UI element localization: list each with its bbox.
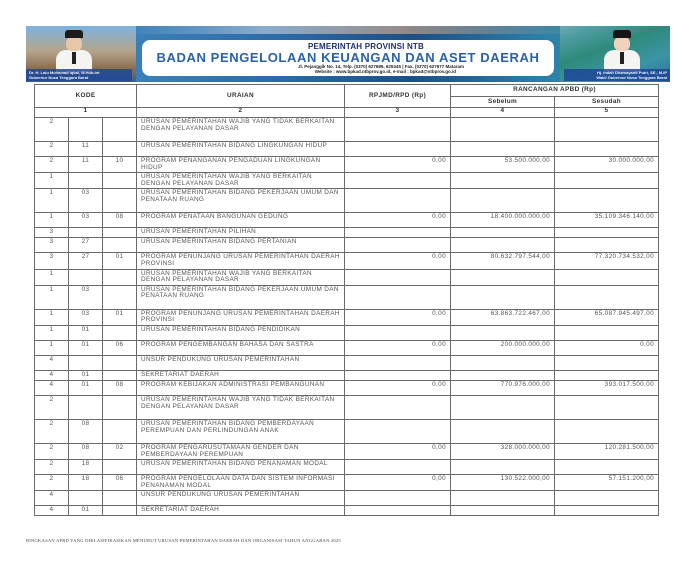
kode-urusan: 3 (35, 228, 69, 238)
kode-program: 08 (103, 380, 137, 395)
kode-bidang: 03 (69, 285, 103, 309)
sebelum-cell (451, 238, 555, 253)
column-number-2: 2 (137, 108, 345, 118)
rpjmd-cell: 0,00 (345, 443, 451, 459)
sebelum-cell (451, 506, 555, 516)
uraian-cell: URUSAN PEMERINTAHAN BIDANG LINGKUNGAN HIDUP (137, 142, 345, 157)
kode-urusan: 1 (35, 213, 69, 228)
uraian-cell: URUSAN PEMERINTAHAN BIDANG PERTANIAN (137, 238, 345, 253)
kode-bidang: 11 (69, 142, 103, 157)
kode-program (103, 325, 137, 340)
rpjmd-cell: 0,00 (345, 475, 451, 491)
table-row (35, 173, 659, 189)
kode-program (103, 142, 137, 157)
sesudah-cell: 393.017.500,00 (555, 380, 659, 395)
kode-program: 01 (103, 309, 137, 325)
kode-urusan: 2 (35, 443, 69, 459)
kode-bidang: 27 (69, 253, 103, 269)
kode-urusan: 3 (35, 253, 69, 269)
table-row (35, 370, 659, 380)
banner-decoration (126, 26, 586, 34)
sesudah-cell (555, 506, 659, 516)
table-row (35, 419, 659, 443)
header-banner (26, 26, 670, 82)
sebelum-cell (451, 285, 555, 309)
sesudah-cell (555, 189, 659, 213)
header-kode: KODE (35, 85, 137, 108)
kode-urusan: 4 (35, 491, 69, 506)
uraian-cell: PROGRAM PENUNJANG URUSAN PEMERINTAHAN DAERAH PROVINSI (137, 309, 345, 325)
kode-urusan: 2 (35, 395, 69, 419)
table-row (35, 380, 659, 395)
sebelum-cell: 53.500.000,00 (451, 157, 555, 173)
rpjmd-cell (345, 173, 451, 189)
agency-website: Website : www.bpkad.ntbprov.go.id, e-mail : bpkad@ntbprov.go.id (314, 69, 456, 74)
uraian-cell: PROGRAM KEBIJAKAN ADMINISTRASI PEMBANGUNAN (137, 380, 345, 395)
agency-name: BADAN PENGELOLAAN KEUANGAN DAN ASET DAERAH (156, 50, 540, 65)
kode-program (103, 460, 137, 475)
uraian-cell: URUSAN PEMERINTAHAN WAJIB YANG BERKAITAN DENGAN PELAYANAN DASAR (137, 173, 345, 189)
kode-program (103, 491, 137, 506)
table-row (35, 228, 659, 238)
sebelum-cell (451, 269, 555, 285)
vice-governor-caption (564, 69, 670, 81)
table-row (35, 118, 659, 142)
sebelum-cell: 80.632.797.544,00 (451, 253, 555, 269)
kode-bidang (69, 491, 103, 506)
kode-bidang (69, 269, 103, 285)
governor-name: Dr. H. Lalu Muhamad Iqbal, M.Hub.Int (29, 70, 100, 75)
kode-bidang: 01 (69, 370, 103, 380)
kode-urusan: 1 (35, 340, 69, 355)
sesudah-cell (555, 491, 659, 506)
rpjmd-cell: 0,00 (345, 380, 451, 395)
sesudah-cell (555, 395, 659, 419)
kode-program: 01 (103, 253, 137, 269)
uraian-cell: URUSAN PEMERINTAHAN BIDANG PENANAMAN MODAL (137, 460, 345, 475)
table-row (35, 475, 659, 491)
kode-bidang: 18 (69, 475, 103, 491)
sesudah-cell: 0,00 (555, 340, 659, 355)
kode-bidang: 08 (69, 443, 103, 459)
uraian-cell: PROGRAM PENANGANAN PENGADUAN LINGKUNGAN HIDUP (137, 157, 345, 173)
table-row (35, 189, 659, 213)
sebelum-cell (451, 395, 555, 419)
table-row (35, 506, 659, 516)
governor-portrait (54, 28, 94, 72)
uraian-cell: URUSAN PEMERINTAHAN BIDANG PEKERJAAN UMUM DAN PENATAAN RUANG (137, 285, 345, 309)
kode-program (103, 355, 137, 370)
sesudah-cell (555, 118, 659, 142)
kode-bidang: 08 (69, 419, 103, 443)
sesudah-cell: 57.151.200,00 (555, 475, 659, 491)
agency-title-box (142, 40, 554, 76)
government-title: PEMERINTAH PROVINSI NTB (307, 42, 424, 51)
kode-urusan: 2 (35, 157, 69, 173)
kode-program (103, 118, 137, 142)
kode-program (103, 285, 137, 309)
kode-urusan: 2 (35, 460, 69, 475)
sesudah-cell (555, 228, 659, 238)
sebelum-cell: 328.000.000,00 (451, 443, 555, 459)
sesudah-cell: 77.320.734.532,00 (555, 253, 659, 269)
kode-urusan: 1 (35, 325, 69, 340)
kode-urusan: 4 (35, 370, 69, 380)
sebelum-cell (451, 189, 555, 213)
rpjmd-cell (345, 370, 451, 380)
sebelum-cell (451, 118, 555, 142)
rpjmd-cell: 0,00 (345, 157, 451, 173)
uraian-cell: SEKRETARIAT DAERAH (137, 506, 345, 516)
kode-bidang (69, 228, 103, 238)
kode-bidang: 27 (69, 238, 103, 253)
table-body (35, 118, 659, 516)
sebelum-cell: 18.400.000.000,00 (451, 213, 555, 228)
table-row (35, 325, 659, 340)
table-row (35, 269, 659, 285)
sebelum-cell (451, 460, 555, 475)
rpjmd-cell (345, 238, 451, 253)
rpjmd-cell (345, 142, 451, 157)
uraian-cell: URUSAN PEMERINTAHAN WAJIB YANG TIDAK BERKAITAN DENGAN PELAYANAN DASAR (137, 395, 345, 419)
uraian-cell: UNSUR PENDUKUNG URUSAN PEMERINTAHAN (137, 491, 345, 506)
uraian-cell: URUSAN PEMERINTAHAN WAJIB YANG BERKAITAN DENGAN PELAYANAN DASAR (137, 269, 345, 285)
column-number-5: 5 (555, 108, 659, 118)
rpjmd-cell: 0,00 (345, 253, 451, 269)
kode-bidang: 18 (69, 460, 103, 475)
kode-program: 10 (103, 157, 137, 173)
uraian-cell: PROGRAM PENATAAN BANGUNAN GEDUNG (137, 213, 345, 228)
rpjmd-cell (345, 269, 451, 285)
kode-program (103, 173, 137, 189)
kode-program: 02 (103, 443, 137, 459)
sesudah-cell (555, 285, 659, 309)
kode-program (103, 506, 137, 516)
table-row (35, 355, 659, 370)
sebelum-cell (451, 419, 555, 443)
kode-program (103, 419, 137, 443)
kode-program: 08 (103, 213, 137, 228)
kode-program: 06 (103, 340, 137, 355)
kode-bidang (69, 395, 103, 419)
table-row (35, 142, 659, 157)
rpjmd-cell (345, 395, 451, 419)
kode-program (103, 269, 137, 285)
table-row (35, 395, 659, 419)
rpjmd-cell (345, 285, 451, 309)
sesudah-cell (555, 325, 659, 340)
sebelum-cell: 130.522.000,00 (451, 475, 555, 491)
kode-bidang (69, 173, 103, 189)
kode-bidang (69, 118, 103, 142)
sesudah-cell: 65.087.945.497,00 (555, 309, 659, 325)
kode-urusan: 1 (35, 309, 69, 325)
kode-bidang: 01 (69, 506, 103, 516)
governor-caption (26, 69, 132, 81)
apbd-table (34, 84, 659, 516)
column-number-1: 1 (35, 108, 137, 118)
rpjmd-cell (345, 118, 451, 142)
kode-bidang: 11 (69, 157, 103, 173)
kode-urusan: 1 (35, 173, 69, 189)
sebelum-cell (451, 142, 555, 157)
uraian-cell: PROGRAM PENGELOLAAN DATA DAN SISTEM INFORMASI PENANAMAN MODAL (137, 475, 345, 491)
uraian-cell: PROGRAM PENGARUSUTAMAAN GENDER DAN PEMBERDAYAAN PEREMPUAN (137, 443, 345, 459)
column-number-4: 4 (451, 108, 555, 118)
sesudah-cell: 35.109.346.140,00 (555, 213, 659, 228)
sesudah-cell: 30.000.000,00 (555, 157, 659, 173)
kode-urusan: 4 (35, 355, 69, 370)
rpjmd-cell: 0,00 (345, 309, 451, 325)
table-row (35, 285, 659, 309)
kode-urusan: 3 (35, 238, 69, 253)
rpjmd-cell: 0,00 (345, 213, 451, 228)
uraian-cell: URUSAN PEMERINTAHAN BIDANG PEMBERDAYAAN PEREMPUAN DAN PERLINDUNGAN ANAK (137, 419, 345, 443)
sebelum-cell (451, 325, 555, 340)
table-row (35, 340, 659, 355)
rpjmd-cell (345, 189, 451, 213)
vice-governor-name: Hj. Indah Dhamayanti Putri, SE., M.IP (596, 70, 667, 75)
table-row (35, 309, 659, 325)
kode-program: 06 (103, 475, 137, 491)
kode-urusan: 1 (35, 189, 69, 213)
header-sebelum: Sebelum (451, 97, 555, 108)
sesudah-cell (555, 269, 659, 285)
uraian-cell: URUSAN PEMERINTAHAN PILIHAN (137, 228, 345, 238)
sebelum-cell (451, 228, 555, 238)
rpjmd-cell (345, 325, 451, 340)
sebelum-cell: 200.000.000,00 (451, 340, 555, 355)
header-rpjmd: RPJMD/RPD (Rp) (345, 85, 451, 108)
sebelum-cell: 770.976.000,00 (451, 380, 555, 395)
kode-program (103, 189, 137, 213)
uraian-cell: PROGRAM PENGEMBANGAN BAHASA DAN SASTRA (137, 340, 345, 355)
header-uraian: URAIAN (137, 85, 345, 108)
governor-role: Gubernur Nusa Tenggara Barat (29, 75, 89, 80)
rpjmd-cell (345, 460, 451, 475)
kode-bidang: 01 (69, 380, 103, 395)
sesudah-cell (555, 173, 659, 189)
uraian-cell: PROGRAM PENUNJANG URUSAN PEMERINTAHAN DAERAH PROVINSI (137, 253, 345, 269)
table-row (35, 253, 659, 269)
kode-urusan: 2 (35, 419, 69, 443)
kode-bidang: 01 (69, 325, 103, 340)
column-number-3: 3 (345, 108, 451, 118)
table-row (35, 460, 659, 475)
rpjmd-cell: 0,00 (345, 340, 451, 355)
sesudah-cell (555, 419, 659, 443)
kode-program (103, 370, 137, 380)
kode-urusan: 1 (35, 285, 69, 309)
kode-urusan: 2 (35, 142, 69, 157)
sebelum-cell (451, 491, 555, 506)
vice-governor-portrait (602, 28, 642, 72)
uraian-cell: UNSUR PENDUKUNG URUSAN PEMERINTAHAN (137, 355, 345, 370)
kode-urusan: 4 (35, 380, 69, 395)
sesudah-cell (555, 142, 659, 157)
sesudah-cell (555, 238, 659, 253)
rpjmd-cell (345, 228, 451, 238)
sebelum-cell (451, 370, 555, 380)
header-rancangan-apbd: RANCANGAN APBD (Rp) (451, 85, 659, 97)
kode-urusan: 2 (35, 475, 69, 491)
table-row (35, 491, 659, 506)
kode-bidang: 03 (69, 309, 103, 325)
kode-program (103, 395, 137, 419)
table-row (35, 443, 659, 459)
kode-program (103, 228, 137, 238)
vice-governor-role: Wakil Gubernur Nusa Tenggara Barat (596, 75, 667, 80)
sesudah-cell (555, 370, 659, 380)
sesudah-cell (555, 355, 659, 370)
table-row (35, 238, 659, 253)
footnote: RINGKASAN APBD YANG DIKLASIFIKASIKAN MENURUT URUSAN PEMERINTAHAN DAERAH DAN ORGANISASI TAHUN ANGGARAN 2025 (26, 538, 341, 543)
sesudah-cell: 120.281.500,00 (555, 443, 659, 459)
header-sesudah: Sesudah (555, 97, 659, 108)
kode-urusan: 2 (35, 118, 69, 142)
table-row (35, 157, 659, 173)
uraian-cell: SEKRETARIAT DAERAH (137, 370, 345, 380)
sesudah-cell (555, 460, 659, 475)
kode-urusan: 4 (35, 506, 69, 516)
kode-bidang: 01 (69, 340, 103, 355)
rpjmd-cell (345, 491, 451, 506)
sebelum-cell (451, 173, 555, 189)
agency-address: Jl. Pejanggik No. 14, Telp. (0370) 627689, 625345 | Fax. (0370) 627677 Mataram (297, 64, 464, 69)
sebelum-cell: 63.863.722.467,00 (451, 309, 555, 325)
sebelum-cell (451, 355, 555, 370)
uraian-cell: URUSAN PEMERINTAHAN BIDANG PENDIDIKAN (137, 325, 345, 340)
rpjmd-cell (345, 355, 451, 370)
kode-urusan: 1 (35, 269, 69, 285)
rpjmd-cell (345, 506, 451, 516)
uraian-cell: URUSAN PEMERINTAHAN WAJIB YANG TIDAK BERKAITAN DENGAN PELAYANAN DASAR (137, 118, 345, 142)
kode-program (103, 238, 137, 253)
table-row (35, 213, 659, 228)
uraian-cell: URUSAN PEMERINTAHAN BIDANG PEKERJAAN UMUM DAN PENATAAN RUANG (137, 189, 345, 213)
kode-bidang: 03 (69, 213, 103, 228)
rpjmd-cell (345, 419, 451, 443)
kode-bidang: 03 (69, 189, 103, 213)
kode-bidang (69, 355, 103, 370)
